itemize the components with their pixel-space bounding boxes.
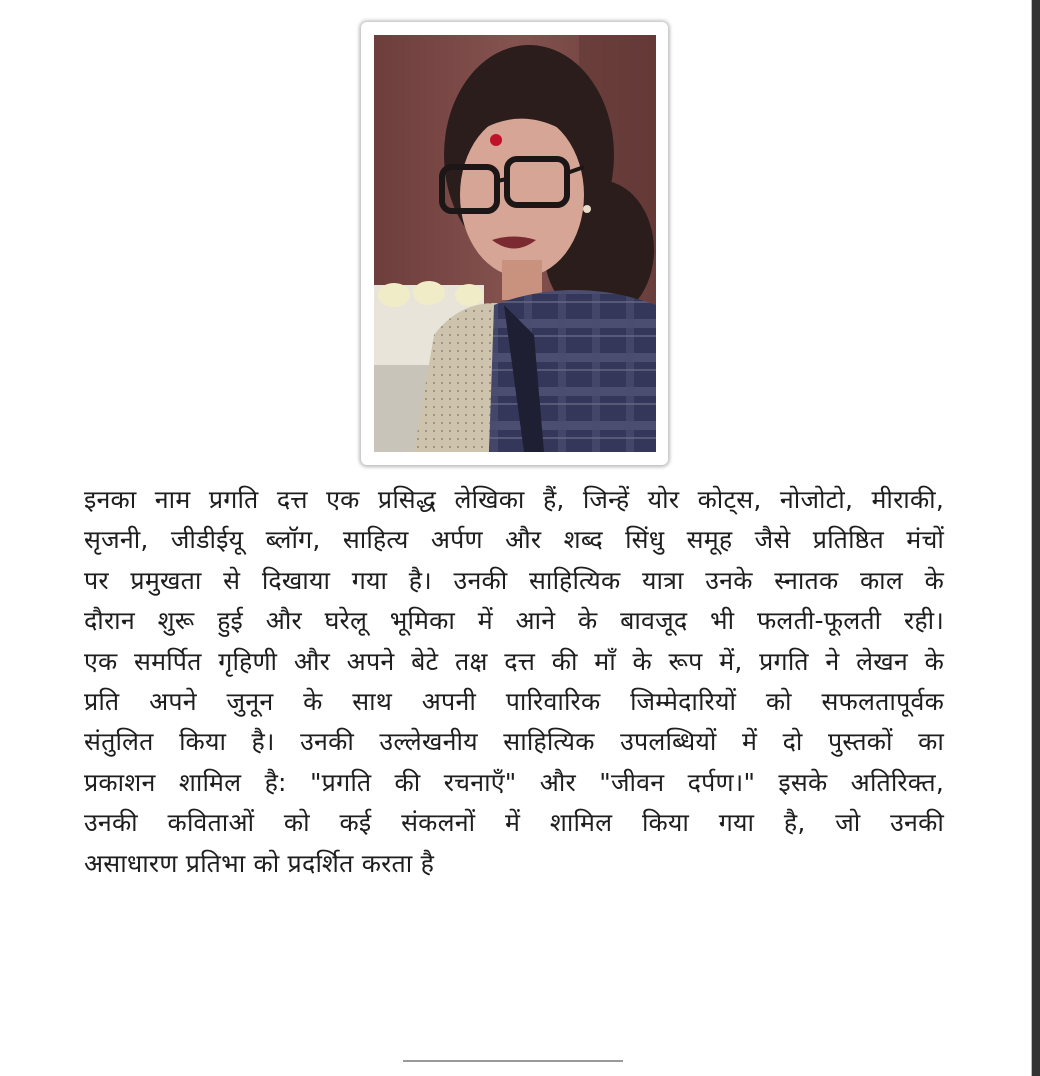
portrait-image [374, 35, 656, 452]
bio-line: असाधारण प्रतिभा को प्रदर्शित करता है [84, 848, 435, 878]
bio-line: संतुलित किया है। उनकी उल्लेखनीय साहित्यिक उपलब्धियों में दो पुस्तकों का [84, 727, 944, 757]
bio-line: दौरान शुरू हुई और घरेलू भूमिका में आने के बावजूद भी फलती-फूलती रही। [84, 606, 944, 636]
bio-line: उनकी कविताओं को कई संकलनों में शामिल किया गया है, जो उनकी [84, 808, 944, 838]
bio-line: एक समर्पित गृहिणी और अपने बेटे तक्ष दत्त की माँ के रूप में, प्रगति ने लेखन के [84, 646, 944, 676]
author-photo-frame [361, 22, 668, 465]
bio-line: सृजनी, जीडीईयू ब्लॉग, साहित्य अर्पण और शब्द सिंधु समूह जैसे प्रतिष्ठित मंचों [84, 525, 944, 555]
section-separator [403, 1060, 623, 1062]
author-photo [374, 35, 656, 452]
bio-line: इनका नाम प्रगति दत्त एक प्रसिद्ध लेखिका हैं, जिन्हें योर कोट्स, नोजोटो, मीराकी, [84, 485, 944, 514]
page-edge-bar [1032, 0, 1040, 1076]
bio-line: प्रति अपने जुनून के साथ अपनी पारिवारिक जिम्मेदारियों को सफलतापूर्वक [84, 687, 944, 717]
bio-line: प्रकाशन शामिल है: "प्रगति की रचनाएँ" और "जीवन दर्पण।" इसके अतिरिक्त, [84, 767, 944, 797]
author-bio-paragraph [84, 480, 944, 884]
bio-line: पर प्रमुखता से दिखाया गया है। उनकी साहित्यिक यात्रा उनके स्नातक काल के [84, 565, 944, 595]
